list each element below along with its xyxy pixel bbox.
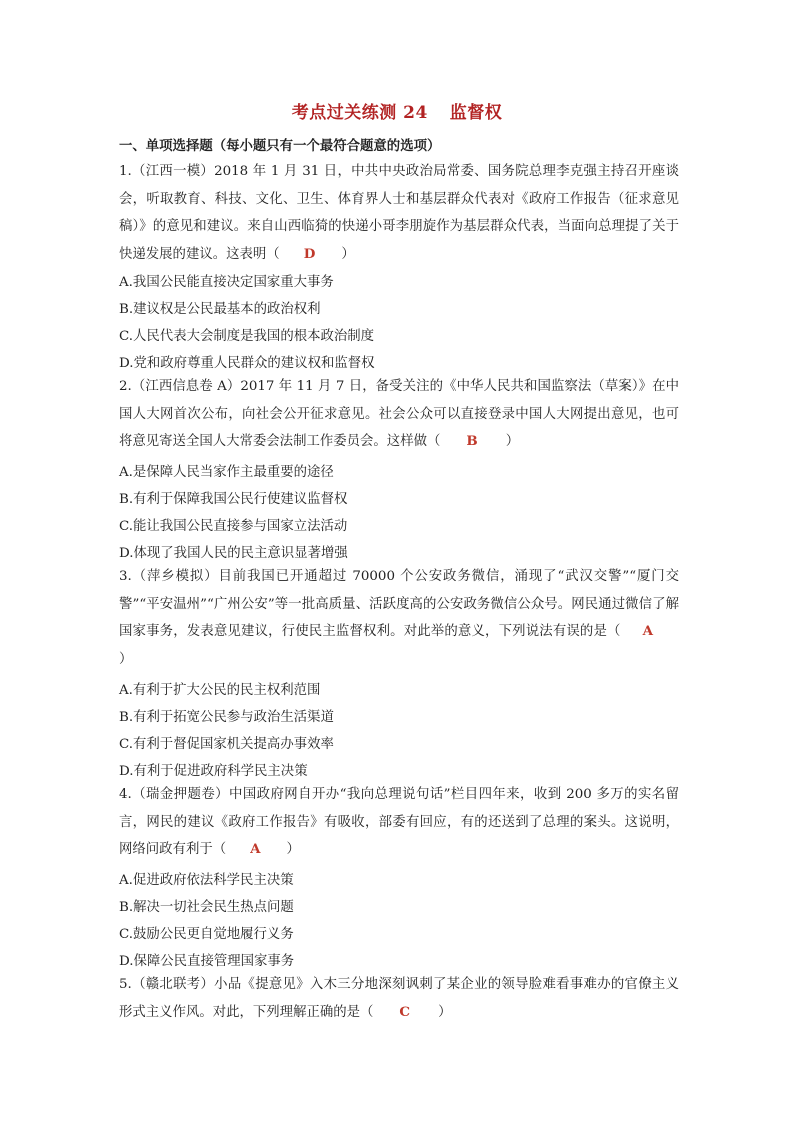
question-3-stem: [119, 563, 679, 673]
question-1-option-b: B.建议权是公民最基本的政治权利: [119, 302, 321, 317]
question-1-option-c: C.人民代表大会制度是我国的根本政治制度: [119, 329, 375, 344]
question-4-option-a: A.促进政府依法科学民主决策: [119, 873, 294, 888]
stem-close: ）: [286, 842, 300, 857]
question-stem-text: 3.（萍乡模拟）目前我国已开通超过 70000 个公安政务微信，涌现了“武汉交警”“厦门交警”“平安温州”“广州公安”等一批高质量、活跃度高的公安政务微信公众号。网民通过微信了解国家事务，发表意见建议，行使民主监督权利。对此举的意义，下列说法有误的是（: [119, 569, 679, 639]
answer-mark: B: [466, 433, 478, 449]
question-5-stem: [119, 971, 679, 1026]
question-3-option-d: D.有利于促进政府科学民主决策: [119, 764, 308, 779]
answer-mark: D: [303, 245, 316, 262]
stem-close: ）: [438, 1004, 452, 1020]
question-stem-text: 2.（江西信息卷 A）2017 年 11 月 7 日，备受关注的《中华人民共和国监察法（草案）》在中国人大网首次公布，向社会公开征求意见。社会公众可以直接登录中国人大网提出意见，也可将意见寄送全国人大常委会法制工作委员会。这样做（: [119, 379, 679, 449]
question-4-option-b: B.解决一切社会民生热点问题: [119, 900, 294, 915]
question-2-option-a: A.是保障人民当家作主最重要的途径: [119, 465, 334, 480]
stem-close: ）: [119, 651, 133, 667]
title-main: 考点过关练测 24: [291, 103, 428, 123]
question-2-option-b: B.有利于保障我国公民行使建议监督权: [119, 492, 348, 507]
answer-mark: A: [642, 623, 653, 639]
question-1-option-d: D.党和政府尊重人民群众的建议权和监督权: [119, 356, 375, 371]
answer-mark: C: [399, 1003, 411, 1020]
stem-close: ）: [341, 246, 355, 262]
question-3-option-c: C.有利于督促国家机关提高办事效率: [119, 737, 334, 752]
question-2-option-d: D.体现了我国人民的民主意识显著增强: [119, 546, 348, 561]
question-3-option-b: B.有利于拓宽公民参与政治生活渠道: [119, 710, 334, 725]
question-stem-text: 5.（赣北联考）小品《提意见》入木三分地深刻讽刺了某企业的领导脸难看事难办的官僚主义形式主义作风。对此，下列理解正确的是（: [119, 977, 679, 1020]
question-4-stem: [119, 781, 679, 864]
question-4-option-c: C.鼓励公民更自觉地履行义务: [119, 927, 294, 942]
question-2-option-c: C.能让我国公民直接参与国家立法活动: [119, 519, 348, 534]
stem-close: ）: [505, 434, 520, 449]
question-3-option-a: A.有利于扩大公民的民主权利范围: [119, 683, 321, 698]
question-4-option-d: D.保障公民直接管理国家事务: [119, 954, 295, 969]
page-title: [0, 98, 794, 123]
question-stem-text: 4.（瑞金押题卷）中国政府网自开办“我向总理说句话”栏目四年来，收到 200 多万的实名留言，网民的建议《政府工作报告》有吸收，部委有回应，有的还送到了总理的案头。这说明，网络问政有利于（: [119, 787, 679, 857]
question-2-stem: [119, 373, 679, 456]
section-heading: 一、单项选择题（每小题只有一个最符合题意的选项）: [119, 138, 441, 154]
question-stem-text: 1.（江西一模）2018 年 1 月 31 日，中共中央政治局常委、国务院总理李克强主持召开座谈会，听取教育、科技、文化、卫生、体育界人士和基层群众代表对《政府工作报告（征求意见稿）》的意见和建议。来自山西临猗的快递小哥李朋旋作为基层群众代表，当面向总理提了关于快递发展的建议。这表明（: [119, 164, 679, 262]
title-topic: 监督权: [449, 103, 503, 123]
question-1-option-a: A.我国公民能直接决定国家重大事务: [119, 275, 334, 290]
answer-mark: A: [250, 841, 261, 857]
question-1-stem: [119, 158, 679, 268]
